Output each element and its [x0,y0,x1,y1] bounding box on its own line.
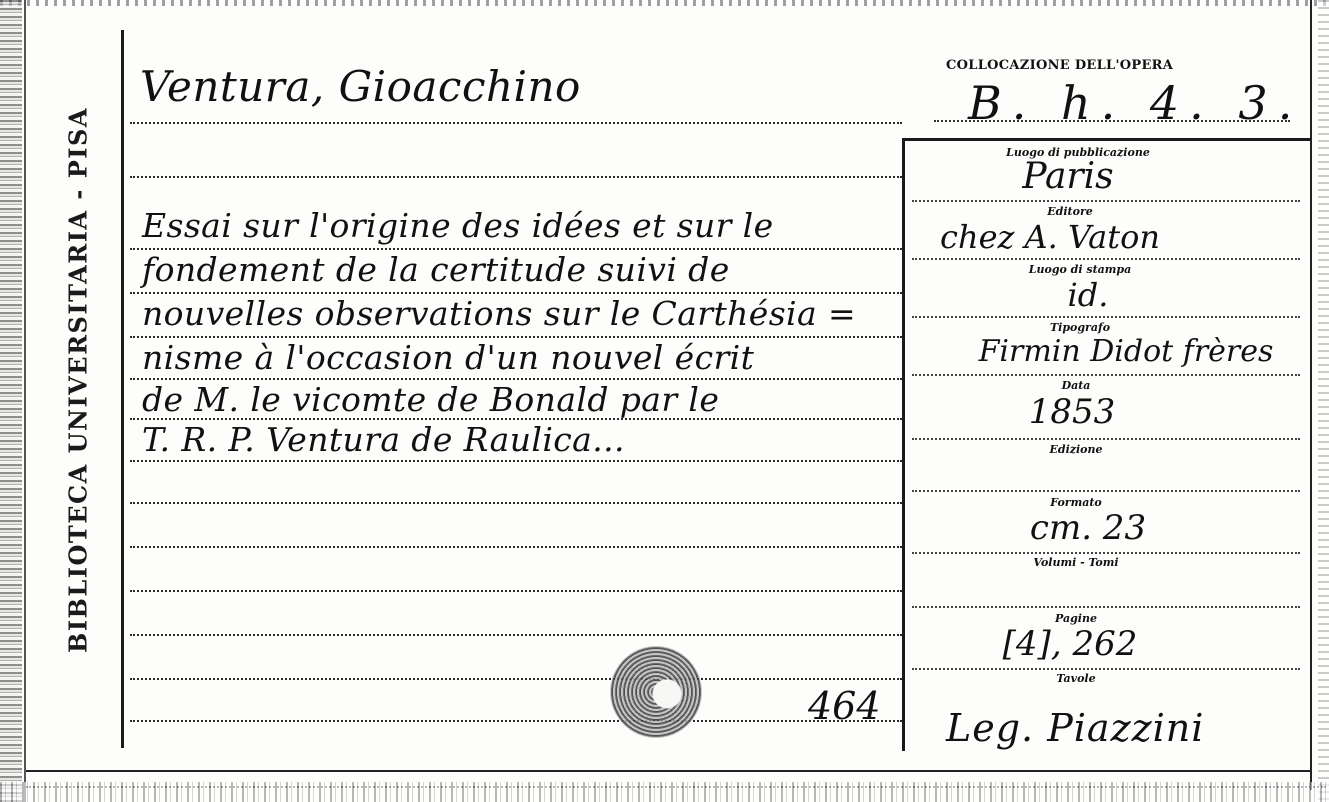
ruled-line [130,546,902,548]
title-line-4: nisme à l'occasion d'un nouvel écrit [142,338,755,377]
title-line-3: nouvelles observations sur le Carthésia = [142,294,856,333]
field-rule [912,438,1300,440]
field-rule [912,316,1300,318]
ruled-line [130,460,902,462]
ruled-line [130,122,902,124]
library-stamp: BIBLIOTECA UNIVERSITARIA - PISA [63,107,93,653]
label-data: Data [1061,379,1091,392]
value-editore: chez A. Vaton [940,218,1160,256]
value-formato: cm. 23 [1029,508,1147,548]
label-formato: Formato [1050,496,1102,509]
card-border-left [24,0,26,802]
label-editore: Editore [1047,205,1093,218]
label-tipografo: Tipografo [1049,321,1111,334]
field-rule [912,258,1300,260]
label-luogo-pubblicazione: Luogo di pubblicazione [1006,146,1150,159]
label-tavole: Tavole [1056,672,1096,685]
title-line-2: fondement de la certitude suivi de [142,250,730,289]
field-rule [912,490,1300,492]
ruled-line [130,678,902,680]
shelfmark-rule [934,120,1290,122]
value-tipografo: Firmin Didot frères [978,334,1274,369]
ruled-line [130,502,902,504]
scan-edge-left [0,0,22,802]
library-seal-stamp [610,646,702,738]
ruled-line [130,720,902,722]
title-line-6: T. R. P. Ventura de Raulica... [142,420,625,459]
shelfmark: B. h. 4. 3. [968,76,1303,130]
value-pagine: [4], 262 [1002,624,1138,664]
ruled-line [130,590,902,592]
binding-note: Leg. Piazzini [946,706,1205,750]
value-luogo-pubblicazione: Paris [1022,156,1114,197]
label-edizione: Edizione [1049,443,1103,456]
margin-rule [121,30,124,748]
ruled-line [130,634,902,636]
field-rule [912,668,1300,670]
value-luogo-stampa: id. [1067,276,1109,314]
inventory-number: 464 [808,684,881,728]
label-volumi: Volumi - Tomi [1033,556,1119,569]
field-rule [912,200,1300,202]
field-rule [912,374,1300,376]
scan-edge-bottom [0,782,1329,802]
field-rule [912,606,1300,608]
title-line-1: Essai sur l'origine des idées et sur le [142,206,774,245]
value-data: 1853 [1028,392,1116,432]
title-line-5: de M. le vicomte de Bonald par le [142,380,720,419]
label-luogo-stampa: Luogo di stampa [1028,263,1132,276]
ruled-line [130,176,902,178]
scan-edge-right [1318,0,1329,802]
label-pagine: Pagine [1055,612,1097,625]
scan-edge-top [0,0,1329,6]
field-rule [912,552,1300,554]
author-name: Ventura, Gioacchino [140,62,581,111]
collocation-heading: COLLOCAZIONE DELL'OPERA [946,58,1174,73]
card-border-bottom [26,770,1310,772]
